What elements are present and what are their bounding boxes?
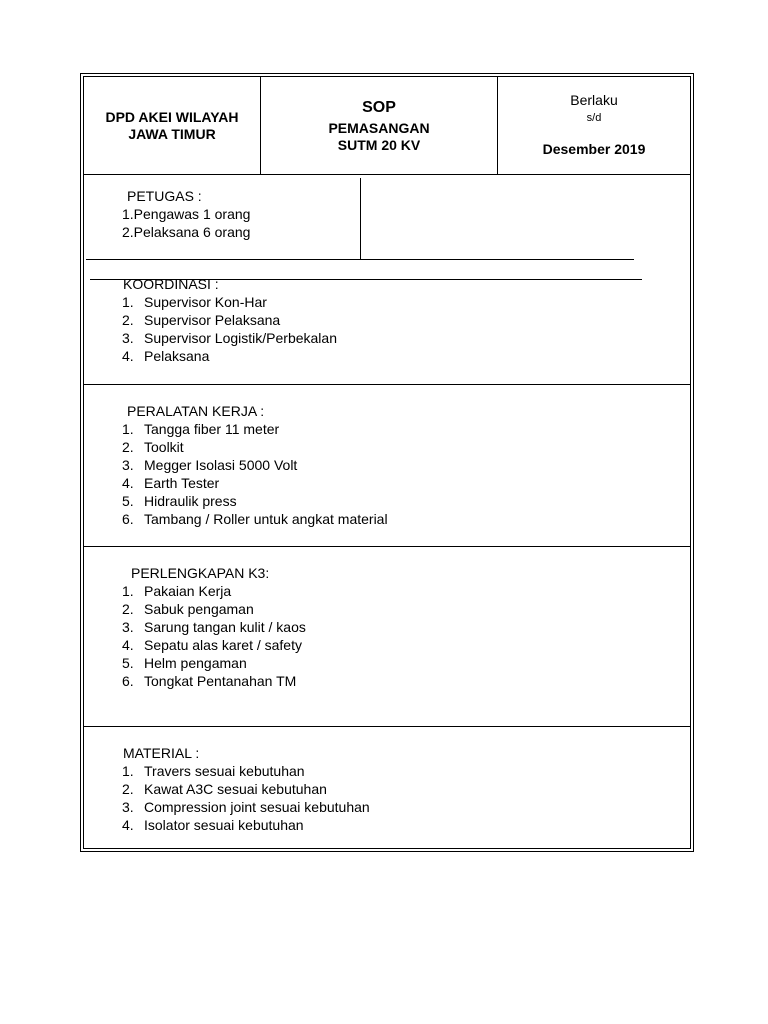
list-text: Megger Isolasi 5000 Volt bbox=[144, 457, 298, 473]
list-number: 6. bbox=[122, 511, 134, 527]
list-item bbox=[122, 438, 388, 456]
k3-bottom-border bbox=[84, 726, 690, 727]
list-text: Hidraulik press bbox=[144, 493, 237, 509]
material-section bbox=[122, 744, 370, 834]
k3-list bbox=[122, 582, 306, 690]
organization-line-1: DPD AKEI WILAYAH bbox=[105, 108, 239, 125]
list-number: 4. bbox=[122, 348, 134, 364]
list-text: Sepatu alas karet / safety bbox=[144, 637, 302, 653]
list-text: Supervisor Pelaksana bbox=[144, 312, 281, 328]
petugas-title: PETUGAS : bbox=[127, 188, 202, 204]
list-number: 2. bbox=[122, 781, 134, 797]
list-text: Tambang / Roller untuk angkat material bbox=[144, 511, 388, 527]
list-number: 1. bbox=[122, 583, 134, 599]
list-text: Sarung tangan kulit / kaos bbox=[144, 619, 306, 635]
list-item bbox=[122, 618, 306, 636]
list-item bbox=[122, 654, 306, 672]
list-item bbox=[122, 492, 388, 510]
list-item bbox=[122, 816, 370, 834]
organization-cell bbox=[84, 77, 260, 174]
petugas-bottom-line bbox=[86, 259, 634, 260]
list-number: 2. bbox=[122, 439, 134, 455]
peralatan-bottom-border bbox=[84, 546, 690, 547]
list-text: Compression joint sesuai kebutuhan bbox=[144, 799, 370, 815]
list-number: 4. bbox=[122, 817, 134, 833]
list-item bbox=[122, 311, 337, 329]
validity-cell bbox=[498, 77, 690, 174]
list-text: Pakaian Kerja bbox=[144, 583, 232, 599]
list-number: 3. bbox=[122, 619, 134, 635]
sop-title-cell bbox=[261, 77, 497, 174]
list-number: 2. bbox=[122, 601, 134, 617]
list-number: 1. bbox=[122, 763, 134, 779]
list-number: 1. bbox=[122, 421, 134, 437]
organization-line-2: JAWA TIMUR bbox=[128, 125, 216, 142]
k3-title: PERLENGKAPAN K3: bbox=[131, 565, 270, 581]
koordinasi-list bbox=[122, 293, 337, 365]
list-text: Supervisor Kon-Har bbox=[144, 294, 267, 310]
koordinasi-section bbox=[122, 275, 337, 365]
list-item bbox=[122, 762, 370, 780]
validity-label: Berlaku bbox=[570, 92, 618, 108]
list-number: 3. bbox=[122, 330, 134, 346]
petugas-item: 2.Pelaksana 6 orang bbox=[122, 224, 251, 240]
list-number: 2. bbox=[122, 312, 134, 328]
validity-date: Desember 2019 bbox=[542, 141, 646, 157]
list-number: 3. bbox=[122, 457, 134, 473]
list-item bbox=[122, 636, 306, 654]
k3-section bbox=[122, 564, 306, 690]
material-list bbox=[122, 762, 370, 834]
list-item bbox=[122, 510, 388, 528]
koordinasi-bottom-border bbox=[84, 384, 690, 385]
list-item bbox=[122, 582, 306, 600]
list-text: Tongkat Pentanahan TM bbox=[144, 673, 297, 689]
petugas-divider bbox=[360, 178, 361, 259]
list-text: Helm pengaman bbox=[144, 655, 247, 671]
list-item bbox=[122, 672, 306, 690]
list-text: Isolator sesuai kebutuhan bbox=[144, 817, 304, 833]
koordinasi-title: KOORDINASI : bbox=[123, 276, 219, 292]
list-number: 4. bbox=[122, 637, 134, 653]
list-number: 1. bbox=[122, 294, 134, 310]
list-number: 5. bbox=[122, 493, 134, 509]
list-item bbox=[122, 798, 370, 816]
list-text: Toolkit bbox=[144, 439, 184, 455]
list-number: 6. bbox=[122, 673, 134, 689]
list-text: Kawat A3C sesuai kebutuhan bbox=[144, 781, 327, 797]
list-text: Supervisor Logistik/Perbekalan bbox=[144, 330, 337, 346]
peralatan-section bbox=[122, 402, 388, 528]
sop-subtitle-line-2: SUTM 20 KV bbox=[337, 136, 421, 153]
list-item bbox=[122, 329, 337, 347]
sop-title: SOP bbox=[362, 98, 396, 116]
list-number: 5. bbox=[122, 655, 134, 671]
list-item bbox=[122, 780, 370, 798]
list-text: Earth Tester bbox=[144, 475, 220, 491]
peralatan-list bbox=[122, 420, 388, 528]
validity-until: s/d bbox=[586, 112, 602, 124]
list-item bbox=[122, 347, 337, 365]
list-number: 3. bbox=[122, 799, 134, 815]
list-item bbox=[122, 456, 388, 474]
peralatan-title: PERALATAN KERJA : bbox=[127, 403, 265, 419]
list-item bbox=[122, 293, 337, 311]
list-item bbox=[122, 600, 306, 618]
petugas-section bbox=[122, 187, 250, 241]
header-bottom-border bbox=[84, 174, 690, 175]
list-text: Tangga fiber 11 meter bbox=[144, 421, 280, 437]
list-number: 4. bbox=[122, 475, 134, 491]
sop-subtitle-line-1: PEMASANGAN bbox=[328, 119, 430, 136]
list-text: Travers sesuai kebutuhan bbox=[144, 763, 305, 779]
material-title: MATERIAL : bbox=[123, 745, 200, 761]
list-text: Pelaksana bbox=[144, 348, 210, 364]
list-item bbox=[122, 420, 388, 438]
petugas-item: 1.Pengawas 1 orang bbox=[122, 206, 251, 222]
list-item bbox=[122, 474, 388, 492]
list-text: Sabuk pengaman bbox=[144, 601, 254, 617]
